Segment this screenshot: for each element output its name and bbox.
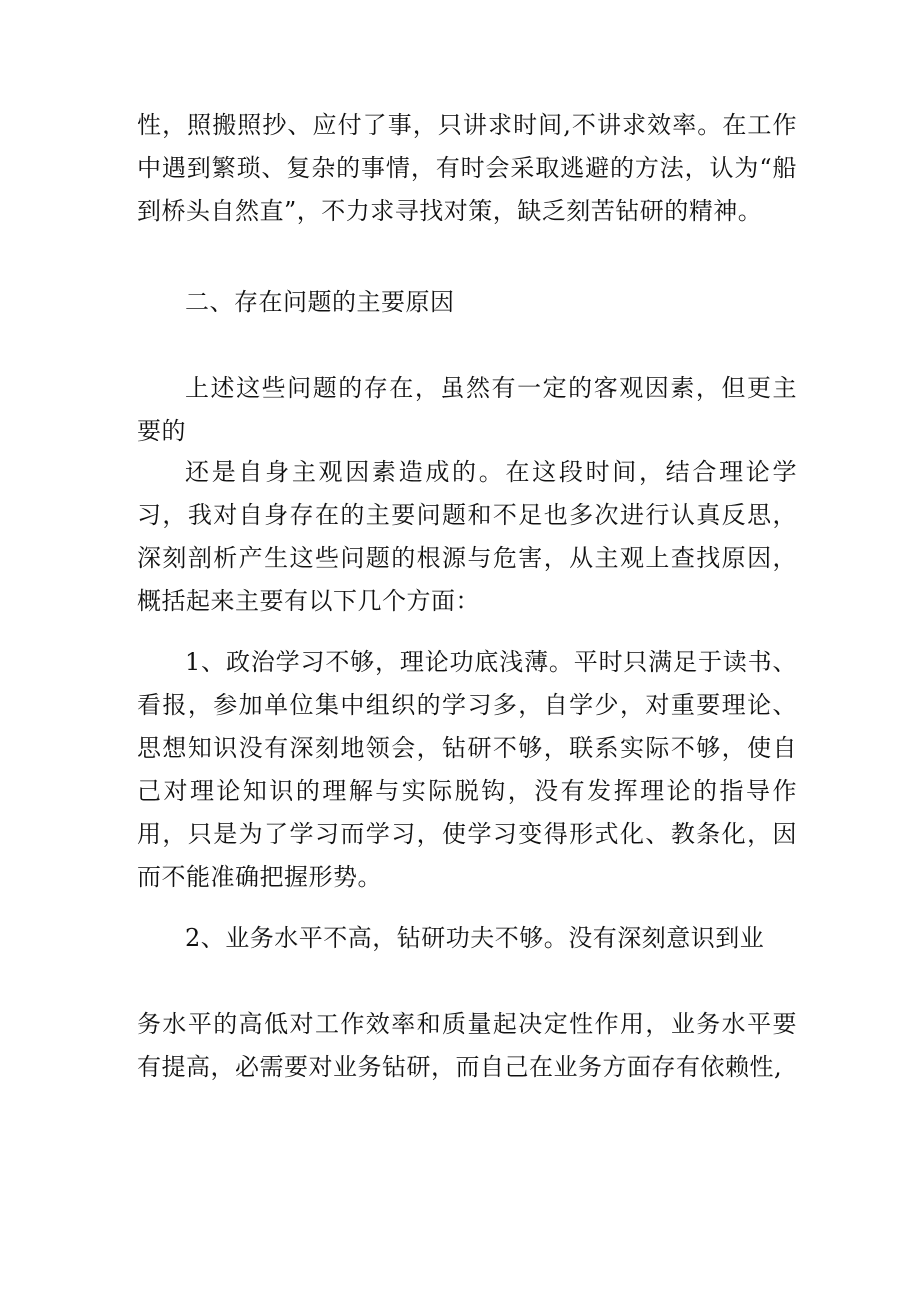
section-heading: 二、存在问题的主要原因 [185, 288, 455, 316]
paragraph-point-2-continuation: 务水平的高低对工作效率和质量起决定性作用，业务水平要有提高，必需要对业务钻研，而自己在业务方面存有依赖性, [137, 1010, 797, 1081]
paragraph-reflection: 还是自身主观因素造成的。在这段时间，结合理论学习，我对自身存在的主要问题和不足也多次进行认真反思，深刻剖析产生这些问题的根源与危害，从主观上查找原因，概括起来主要有以下几个方面： [137, 458, 797, 615]
paragraph-continuation: 性，照搬照抄、应付了事，只讲求时间,不讲求效率。在工作中遇到繁琐、复杂的事情，有时会采取逃避的方法，认为“船到桥头自然直”，不力求寻找对策，缺乏刻苦钻研的精神。 [137, 111, 797, 225]
paragraph-intro: 上述这些问题的存在，虽然有一定的客观因素，但更主要的 [137, 374, 797, 445]
paragraph-point-1: 1、政治学习不够，理论功底浅薄。平时只满足于读书、看报，参加单位集中组织的学习多，自学少，对重要理论、思想知识没有深刻地领会，钻研不够，联系实际不够，使自己对理论知识的理解与实际脱钩，没有发挥理论的指导作用，只是为了学习而学习，使学习变得形式化、教条化，因而不能准确把握形势。 [137, 648, 797, 891]
paragraph-point-2: 2、业务水平不高，钻研功夫不够。没有深刻意识到业 [185, 924, 765, 952]
